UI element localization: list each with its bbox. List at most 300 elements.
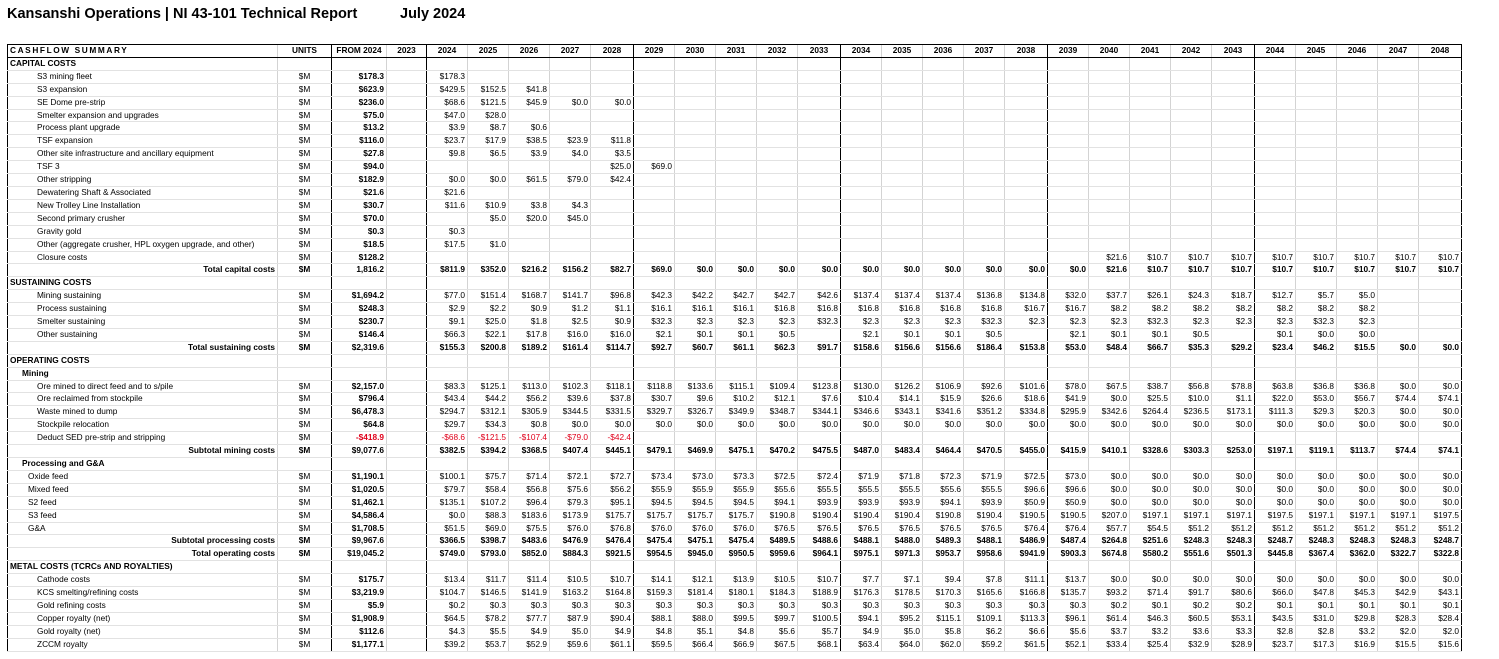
- value-cell: $0.0: [1171, 483, 1212, 496]
- value-cell: $15.5: [1337, 341, 1378, 354]
- empty-cell: [634, 186, 675, 199]
- empty-cell: [882, 161, 923, 174]
- value-cell: $2.3: [1337, 316, 1378, 329]
- value-cell: $921.5: [591, 548, 634, 561]
- value-cell: -$68.6: [427, 432, 468, 445]
- line-item-label: Other (aggregate crusher, HPL oxygen upgrade, and other): [8, 238, 278, 251]
- value-cell: $2.9: [427, 303, 468, 316]
- value-cell: $68.6: [427, 96, 468, 109]
- value-cell: $190.4: [964, 509, 1005, 522]
- empty-cell: [1005, 561, 1048, 574]
- empty-cell: [1296, 109, 1337, 122]
- empty-cell: [550, 458, 591, 471]
- empty-cell: [882, 561, 923, 574]
- empty-cell: [1378, 70, 1419, 83]
- value-cell: $11.1: [1005, 574, 1048, 587]
- value-cell: $0.0: [1212, 496, 1255, 509]
- line-item-row: [8, 109, 1462, 122]
- value-cell: $91.7: [798, 341, 841, 354]
- empty-cell: [634, 83, 675, 96]
- value-cell: $88.1: [634, 612, 675, 625]
- value-cell: $17.8: [509, 328, 550, 341]
- value-cell: $197.1: [1171, 509, 1212, 522]
- from-2024-value: $112.6: [332, 625, 387, 638]
- value-cell: $52.1: [1048, 638, 1089, 651]
- value-cell: $0.0: [1048, 419, 1089, 432]
- empty-cell: [591, 367, 634, 380]
- empty-cell: [1296, 57, 1337, 70]
- value-cell: $75.6: [550, 483, 591, 496]
- empty-cell: [1171, 238, 1212, 251]
- empty-cell: [1255, 225, 1296, 238]
- units-cell: $M: [278, 328, 332, 341]
- column-header: 2036: [923, 45, 964, 58]
- value-cell: $93.9: [882, 496, 923, 509]
- value-cell: $45.3: [1337, 587, 1378, 600]
- empty-cell: [882, 109, 923, 122]
- value-cell: $0.0: [675, 264, 716, 277]
- value-cell: $429.5: [427, 83, 468, 96]
- empty-cell: [1048, 174, 1089, 187]
- empty-cell: [591, 83, 634, 96]
- empty-cell: [1296, 432, 1337, 445]
- total-row: [8, 341, 1462, 354]
- value-cell: $4.9: [591, 625, 634, 638]
- value-cell: $248.3: [1171, 535, 1212, 548]
- value-cell: $190.4: [841, 509, 882, 522]
- value-cell: $156.6: [882, 341, 923, 354]
- value-cell: $0.3: [882, 599, 923, 612]
- column-header: 2033: [798, 45, 841, 58]
- empty-cell: [675, 96, 716, 109]
- empty-cell: [675, 225, 716, 238]
- empty-cell: [675, 70, 716, 83]
- value-cell: $102.3: [550, 380, 591, 393]
- value-cell: $10.7: [1212, 264, 1255, 277]
- line-item-row: [8, 238, 1462, 251]
- empty-cell: [757, 96, 798, 109]
- empty-cell: [634, 212, 675, 225]
- value-cell: $55.5: [841, 483, 882, 496]
- empty-cell: [468, 70, 509, 83]
- empty-cell: [1048, 199, 1089, 212]
- column-header: FROM 2024: [332, 45, 387, 58]
- empty-cell: [716, 174, 757, 187]
- empty-cell: [841, 458, 882, 471]
- value-cell: $91.7: [1171, 587, 1212, 600]
- value-cell: $78.2: [468, 612, 509, 625]
- empty-cell: [716, 238, 757, 251]
- value-cell: $0.1: [1130, 599, 1171, 612]
- value-cell: $0.0: [1419, 470, 1462, 483]
- units-cell: $M: [278, 612, 332, 625]
- empty-cell: [1005, 238, 1048, 251]
- value-cell: $23.7: [427, 135, 468, 148]
- empty-cell: [1419, 277, 1462, 290]
- empty-cell: [387, 470, 427, 483]
- empty-cell: [1419, 367, 1462, 380]
- value-cell: $93.9: [798, 496, 841, 509]
- empty-cell: [1378, 354, 1419, 367]
- value-cell: $42.7: [716, 290, 757, 303]
- value-cell: $55.5: [964, 483, 1005, 496]
- value-cell: $349.9: [716, 406, 757, 419]
- empty-cell: [1337, 109, 1378, 122]
- empty-cell: [278, 57, 332, 70]
- empty-cell: [278, 561, 332, 574]
- empty-cell: [1005, 135, 1048, 148]
- value-cell: $28.0: [468, 109, 509, 122]
- empty-cell: [1212, 354, 1255, 367]
- value-cell: $67.5: [1089, 380, 1130, 393]
- empty-cell: [1255, 70, 1296, 83]
- value-cell: $56.8: [509, 483, 550, 496]
- from-2024-value: $182.9: [332, 174, 387, 187]
- from-2024-value: $2,319.6: [332, 341, 387, 354]
- total-label: Total sustaining costs: [8, 341, 278, 354]
- empty-cell: [387, 251, 427, 264]
- value-cell: $76.0: [550, 522, 591, 535]
- value-cell: $96.6: [1048, 483, 1089, 496]
- value-cell: $152.5: [468, 83, 509, 96]
- empty-cell: [964, 186, 1005, 199]
- empty-cell: [675, 186, 716, 199]
- value-cell: $0.0: [716, 419, 757, 432]
- value-cell: $0.0: [1255, 574, 1296, 587]
- value-cell: $29.2: [1212, 341, 1255, 354]
- empty-cell: [550, 367, 591, 380]
- value-cell: $180.1: [716, 587, 757, 600]
- value-cell: $945.0: [675, 548, 716, 561]
- value-cell: $0.0: [1089, 470, 1130, 483]
- empty-cell: [387, 277, 427, 290]
- value-cell: $488.1: [841, 535, 882, 548]
- empty-cell: [675, 432, 716, 445]
- value-cell: $0.0: [634, 419, 675, 432]
- empty-cell: [1005, 186, 1048, 199]
- value-cell: $352.0: [468, 264, 509, 277]
- empty-cell: [1419, 199, 1462, 212]
- value-cell: $190.8: [923, 509, 964, 522]
- empty-cell: [1212, 135, 1255, 148]
- value-cell: $0.0: [1296, 496, 1337, 509]
- section-row: [8, 57, 1462, 70]
- empty-cell: [387, 393, 427, 406]
- empty-cell: [427, 354, 468, 367]
- empty-cell: [675, 277, 716, 290]
- value-cell: $188.9: [798, 587, 841, 600]
- value-cell: $2.3: [841, 316, 882, 329]
- value-cell: $0.3: [675, 599, 716, 612]
- value-cell: $964.1: [798, 548, 841, 561]
- value-cell: $248.3: [1378, 535, 1419, 548]
- value-cell: $0.3: [591, 599, 634, 612]
- empty-cell: [757, 251, 798, 264]
- value-cell: $0.0: [841, 419, 882, 432]
- value-cell: $2.3: [923, 316, 964, 329]
- value-cell: $25.5: [1130, 393, 1171, 406]
- value-cell: $344.5: [550, 406, 591, 419]
- value-cell: $0.3: [634, 599, 675, 612]
- value-cell: $3.6: [1171, 625, 1212, 638]
- value-cell: $25.4: [1130, 638, 1171, 651]
- empty-cell: [1378, 83, 1419, 96]
- empty-cell: [1419, 354, 1462, 367]
- value-cell: $0.0: [798, 264, 841, 277]
- empty-cell: [964, 354, 1005, 367]
- from-2024-value: $178.3: [332, 70, 387, 83]
- value-cell: $0.3: [427, 225, 468, 238]
- empty-cell: [387, 70, 427, 83]
- value-cell: $1.2: [550, 303, 591, 316]
- value-cell: $55.5: [798, 483, 841, 496]
- units-cell: $M: [278, 419, 332, 432]
- empty-cell: [841, 561, 882, 574]
- empty-cell: [1005, 367, 1048, 380]
- empty-cell: [1171, 367, 1212, 380]
- empty-cell: [1419, 83, 1462, 96]
- empty-cell: [964, 96, 1005, 109]
- empty-cell: [675, 135, 716, 148]
- value-cell: $175.7: [716, 509, 757, 522]
- from-2024-value: $30.7: [332, 199, 387, 212]
- empty-cell: [387, 264, 427, 277]
- value-cell: $63.4: [841, 638, 882, 651]
- value-cell: $10.7: [1296, 264, 1337, 277]
- empty-cell: [634, 458, 675, 471]
- empty-cell: [716, 225, 757, 238]
- value-cell: $135.7: [1048, 587, 1089, 600]
- value-cell: $94.1: [757, 496, 798, 509]
- empty-cell: [882, 57, 923, 70]
- value-cell: $362.0: [1337, 548, 1378, 561]
- empty-cell: [1337, 186, 1378, 199]
- empty-cell: [1337, 225, 1378, 238]
- empty-cell: [841, 277, 882, 290]
- empty-cell: [468, 367, 509, 380]
- empty-cell: [1048, 135, 1089, 148]
- value-cell: $9.1: [427, 316, 468, 329]
- empty-cell: [634, 199, 675, 212]
- empty-cell: [387, 406, 427, 419]
- line-item-row: [8, 174, 1462, 187]
- value-cell: $32.0: [1048, 290, 1089, 303]
- line-item-label: SE Dome pre-strip: [8, 96, 278, 109]
- empty-cell: [550, 186, 591, 199]
- group-row: [8, 367, 1462, 380]
- line-item-row: [8, 380, 1462, 393]
- empty-cell: [1005, 212, 1048, 225]
- from-2024-value: $6,478.3: [332, 406, 387, 419]
- from-2024-value: $75.0: [332, 109, 387, 122]
- column-header: 2030: [675, 45, 716, 58]
- value-cell: $88.3: [468, 509, 509, 522]
- empty-cell: [634, 432, 675, 445]
- line-item-row: [8, 199, 1462, 212]
- value-cell: $852.0: [509, 548, 550, 561]
- value-cell: $175.7: [591, 509, 634, 522]
- value-cell: -$107.4: [509, 432, 550, 445]
- value-cell: $479.1: [634, 445, 675, 458]
- column-header: 2034: [841, 45, 882, 58]
- empty-cell: [675, 367, 716, 380]
- empty-cell: [1048, 212, 1089, 225]
- empty-cell: [882, 135, 923, 148]
- value-cell: $45.0: [550, 212, 591, 225]
- empty-cell: [591, 109, 634, 122]
- line-item-label: ZCCM royalty: [8, 638, 278, 651]
- value-cell: $50.9: [1048, 496, 1089, 509]
- empty-cell: [1130, 199, 1171, 212]
- line-item-label: Ore mined to direct feed and to s/pile: [8, 380, 278, 393]
- empty-cell: [1337, 199, 1378, 212]
- empty-cell: [1419, 70, 1462, 83]
- empty-cell: [1255, 161, 1296, 174]
- value-cell: $8.2: [1255, 303, 1296, 316]
- units-cell: $M: [278, 122, 332, 135]
- total-row: [8, 535, 1462, 548]
- units-cell: $M: [278, 522, 332, 535]
- empty-cell: [332, 277, 387, 290]
- line-item-label: Dewatering Shaft & Associated: [8, 186, 278, 199]
- value-cell: $90.4: [591, 612, 634, 625]
- units-cell: $M: [278, 161, 332, 174]
- empty-cell: [798, 83, 841, 96]
- empty-cell: [550, 277, 591, 290]
- value-cell: $99.7: [757, 612, 798, 625]
- value-cell: $51.2: [1337, 522, 1378, 535]
- empty-cell: [1255, 238, 1296, 251]
- from-2024-value: $70.0: [332, 212, 387, 225]
- line-item-row: [8, 483, 1462, 496]
- from-2024-value: $1,462.1: [332, 496, 387, 509]
- empty-cell: [923, 225, 964, 238]
- value-cell: $16.8: [923, 303, 964, 316]
- empty-cell: [427, 212, 468, 225]
- empty-cell: [1419, 303, 1462, 316]
- value-cell: $87.9: [550, 612, 591, 625]
- empty-cell: [1130, 57, 1171, 70]
- value-cell: $14.1: [634, 574, 675, 587]
- value-cell: $100.1: [427, 470, 468, 483]
- from-2024-value: $4,586.4: [332, 509, 387, 522]
- empty-cell: [1130, 561, 1171, 574]
- line-item-row: [8, 522, 1462, 535]
- line-item-row: [8, 135, 1462, 148]
- empty-cell: [509, 561, 550, 574]
- empty-cell: [964, 83, 1005, 96]
- empty-cell: [509, 225, 550, 238]
- value-cell: $92.6: [964, 380, 1005, 393]
- empty-cell: [427, 458, 468, 471]
- value-cell: $101.6: [1005, 380, 1048, 393]
- value-cell: $164.8: [591, 587, 634, 600]
- empty-cell: [1130, 135, 1171, 148]
- value-cell: $2.3: [1005, 316, 1048, 329]
- value-cell: $158.6: [841, 341, 882, 354]
- value-cell: $975.1: [841, 548, 882, 561]
- from-2024-value: $175.7: [332, 574, 387, 587]
- empty-cell: [1337, 277, 1378, 290]
- empty-cell: [964, 109, 1005, 122]
- empty-cell: [387, 638, 427, 651]
- empty-cell: [550, 161, 591, 174]
- value-cell: $0.3: [468, 599, 509, 612]
- empty-cell: [1130, 458, 1171, 471]
- empty-cell: [387, 599, 427, 612]
- value-cell: $0.0: [1212, 574, 1255, 587]
- value-cell: $7.1: [882, 574, 923, 587]
- column-header: 2024: [427, 45, 468, 58]
- column-header: 2026: [509, 45, 550, 58]
- empty-cell: [1130, 109, 1171, 122]
- column-header: 2040: [1089, 45, 1130, 58]
- value-cell: $264.8: [1089, 535, 1130, 548]
- value-cell: $415.9: [1048, 445, 1089, 458]
- value-cell: $155.3: [427, 341, 468, 354]
- value-cell: $47.0: [427, 109, 468, 122]
- value-cell: $470.5: [964, 445, 1005, 458]
- from-2024-value: $9,077.6: [332, 445, 387, 458]
- value-cell: $165.6: [964, 587, 1005, 600]
- column-header: 2029: [634, 45, 675, 58]
- empty-cell: [882, 458, 923, 471]
- empty-cell: [634, 238, 675, 251]
- value-cell: $18.7: [1212, 290, 1255, 303]
- empty-cell: [1212, 367, 1255, 380]
- value-cell: $953.7: [923, 548, 964, 561]
- empty-cell: [1255, 199, 1296, 212]
- value-cell: $61.1: [591, 638, 634, 651]
- line-item-label: S3 mining fleet: [8, 70, 278, 83]
- value-cell: $45.9: [509, 96, 550, 109]
- units-cell: $M: [278, 496, 332, 509]
- value-cell: $0.0: [1212, 470, 1255, 483]
- value-cell: $0.0: [882, 419, 923, 432]
- value-cell: $0.3: [923, 599, 964, 612]
- value-cell: $0.0: [757, 264, 798, 277]
- value-cell: $173.1: [1212, 406, 1255, 419]
- value-cell: $475.4: [716, 535, 757, 548]
- value-cell: $55.9: [634, 483, 675, 496]
- value-cell: $8.7: [468, 122, 509, 135]
- empty-cell: [387, 225, 427, 238]
- value-cell: $0.1: [923, 328, 964, 341]
- value-cell: $0.0: [1419, 574, 1462, 587]
- value-cell: $118.1: [591, 380, 634, 393]
- empty-cell: [591, 354, 634, 367]
- empty-cell: [1130, 225, 1171, 238]
- value-cell: $79.0: [550, 174, 591, 187]
- empty-cell: [1378, 290, 1419, 303]
- empty-cell: [1337, 161, 1378, 174]
- empty-cell: [964, 57, 1005, 70]
- empty-cell: [1337, 238, 1378, 251]
- empty-cell: [1048, 83, 1089, 96]
- empty-cell: [1296, 161, 1337, 174]
- empty-cell: [634, 277, 675, 290]
- section-label: OPERATING COSTS: [8, 354, 278, 367]
- empty-cell: [1005, 57, 1048, 70]
- line-item-row: [8, 186, 1462, 199]
- empty-cell: [1005, 122, 1048, 135]
- empty-cell: [964, 561, 1005, 574]
- from-2024-value: $9,967.6: [332, 535, 387, 548]
- value-cell: $2.3: [1089, 316, 1130, 329]
- value-cell: $99.5: [716, 612, 757, 625]
- value-cell: $5.8: [923, 625, 964, 638]
- value-cell: $71.9: [964, 470, 1005, 483]
